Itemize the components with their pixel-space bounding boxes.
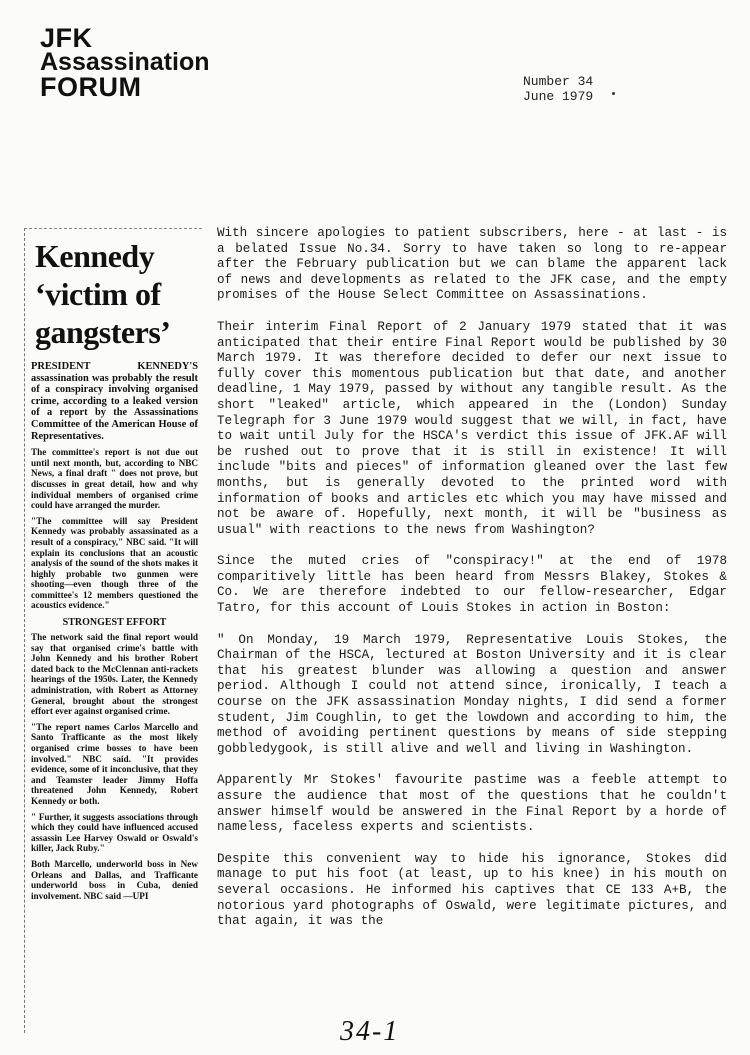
masthead-line-forum: FORUM <box>40 72 142 102</box>
article-paragraph: Their interim Final Report of 2 January 1979 stated that it was anticipated that their entire Final Report would be published by 30 March 1979. It was therefore decided to defer our next issue to fully cover this momentous publication but that date, and another deadline, 1 May 1979, passed by without any tangible result. As the short "leaked" article, which appeared in the (London) Sunday Telegraph for 3 June 1979 would suggest that we will, in fact, have to wait until July for the HSCA's verdict this issue of JFK.AF will be rushed out to prove that it is still in existence! It will include "bits and pieces" of information gleaned over the last few months, but is generally devoted to the printed word with information of books and articles etc which you may have missed and not be aware of. Hopefully, next month, it will be "business as usual" with reactions to the news from Washington? <box>217 319 727 537</box>
article-paragraph: Apparently Mr Stokes' favourite pastime was a feeble attempt to assure the audience that most of the questions that he couldn't answer himself would be answered in the Final Report by a horde of nameless, faceless experts and scientists. <box>217 773 727 835</box>
clipping-paragraph: PRESIDENT KENNEDY'S assassination was probably the result of a conspiracy involving organised crime, according to a leaked version of a report by the Assassinations Committee of the American House of Representatives. <box>31 361 198 442</box>
stray-mark <box>612 92 615 95</box>
article-paragraph: Despite this convenient way to hide his ignorance, Stokes did manage to put his foot (at least, up to his knee) in his mouth on several occasions. He informed his captives that CE 133 A+B, the notorious yard photographs of Oswald, were legitimate pictures, and that again, it was the <box>217 851 727 929</box>
article-paragraph: " On Monday, 19 March 1979, Representative Louis Stokes, the Chairman of the HSCA, lectured at Boston University and it is clear that his greatest blunder was allowing a question and answer period. Although I could not attend since, ironically, I teach a course on the JFK assassination Monday nights, I did send a former student, Jim Coughlin, to get the lowdown and according to him, the method of avoiding pertinent questions by means of side stepping gobbledygook, is still alive and well and living in Washington. <box>217 632 727 756</box>
issue-number: Number 34 <box>523 74 594 89</box>
article-paragraph: Since the muted cries of "conspiracy!" at the end of 1978 comparitively little has been heard from Messrs Blakey, Stokes & Co. We are therefore indebted to our fellow-researcher, Edgar Tatro, for this account of Louis Stokes in action in Boston: <box>217 554 727 616</box>
clipping-paragraph: The network said the final report would say that organised crime's battle with John Kennedy and his brother Robert dated back to the McClennan anti-rackets hearings of the 1950s. Later, the Kennedy administration, with Robert as Attorney General, brought about the strongest effort ever against organised crime. <box>31 632 198 717</box>
handwritten-page-number: 34-1 <box>340 1016 400 1047</box>
masthead-line-jfk: JFK <box>40 23 93 53</box>
clipping-paragraph: The committee's report is not due out until next month, but, according to NBC News, a final draft " does not prove, but discusses in great detail, how and why individual members of organised crime could have arranged the murder. <box>31 447 198 511</box>
clipping-paragraph: " Further, it suggests associations through which they could have influenced accused assassin Lee Harvey Oswald or Oswald's killer, Jack Ruby." <box>31 811 198 854</box>
clipping-paragraph: Both Marcello, underworld boss in New Orleans and Dallas, and Trafficante underworld boss in Cuba, denied involvement. NBC said —UPI <box>31 858 198 901</box>
clipping-headline: Kennedy ‘victim of gangsters’ <box>35 238 171 350</box>
clipping-paragraph: "The report names Carlos Marcello and Santo Trafficante as the most likely organised crime bosses to have been involved." NBC said. "It provides evidence, some of it inconclusive, that they and Teamster leader Jimmy Hoffa threatened John Kennedy, Robert Kennedy or both. <box>31 721 198 806</box>
masthead-logo <box>40 23 210 102</box>
article-paragraph: With sincere apologies to patient subscribers, here - at last - is a belated Issue No.34. Sorry to have taken so long to re-appear after the February publication but we can blame the apparent lack of news and developments as related to the JFK case, and the empty promises of the House Select Committee on Assassinations. <box>217 226 727 303</box>
article-body <box>217 226 727 946</box>
issue-info <box>523 74 593 104</box>
newspaper-clipping <box>24 228 202 1033</box>
clipping-subhead: STRONGEST EFFORT <box>62 617 167 629</box>
masthead-line-assassination: Assassination <box>40 48 210 76</box>
issue-date: June 1979 <box>523 89 594 104</box>
clipping-paragraph: "The committee will say President Kennedy was probably assassinated as a result of a conspiracy," NBC said. "It will explain its conclusions that an acoustic analysis of the sound of the shots makes it highly probable two gunmen were shooting—even though three of the committee's 12 members questioned the acoustics evidence." <box>31 515 198 611</box>
